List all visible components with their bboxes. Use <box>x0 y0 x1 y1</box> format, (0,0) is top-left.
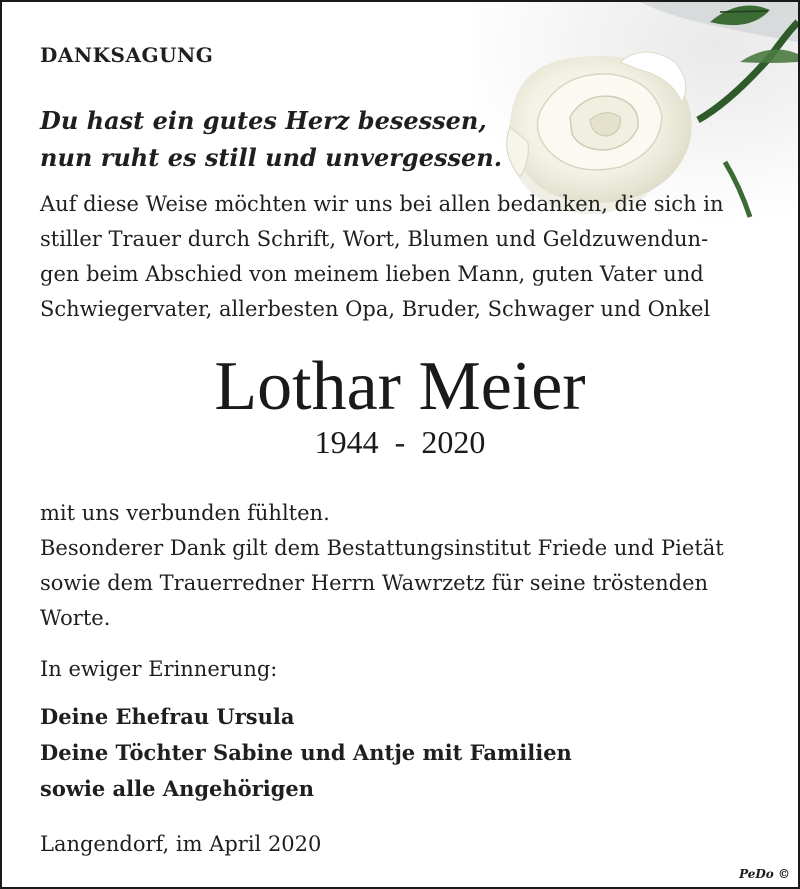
verse-line: Du hast ein gutes Herz besessen, <box>40 106 487 135</box>
deceased-name: Lothar Meier <box>214 348 586 425</box>
publisher-credit: PeDo © <box>739 867 790 881</box>
paragraph-line: mit uns verbunden fühlten. <box>40 501 330 525</box>
signer: sowie alle Angehörigen <box>40 776 315 801</box>
thanks-continuation <box>40 496 770 636</box>
notice-heading: DANKSAGUNG <box>40 43 214 67</box>
place-date: Langendorf, im April 2020 <box>40 832 322 856</box>
paragraph-line: Worte. <box>40 606 111 630</box>
paragraph-line: gen beim Abschied von meinem lieben Mann, guten Vater und <box>40 262 704 286</box>
signer: Deine Ehefrau Ursula <box>40 704 295 729</box>
paragraph-line: Auf diese Weise möchten wir uns bei allen bedanken, die sich in <box>40 192 724 216</box>
paragraph-line: stiller Trauer durch Schrift, Wort, Blumen und Geldzuwendun- <box>40 227 709 251</box>
verse-line: nun ruht es still und unvergessen. <box>40 143 503 172</box>
life-years: 1944 - 2020 <box>314 424 486 460</box>
signer: Deine Töchter Sabine und Antje mit Familien <box>40 740 572 765</box>
thanks-paragraph <box>40 187 770 327</box>
paragraph-line: sowie dem Trauerredner Herrn Wawrzetz für seine tröstenden <box>40 571 709 595</box>
paragraph-line: Besonderer Dank gilt dem Bestattungsinstitut Friede und Pietät <box>40 536 724 560</box>
signers-list <box>40 699 572 807</box>
memorial-verse <box>40 102 502 176</box>
paragraph-line: Schwiegervater, allerbesten Opa, Bruder, Schwager und Onkel <box>40 297 711 321</box>
memory-line: In ewiger Erinnerung: <box>40 657 278 681</box>
